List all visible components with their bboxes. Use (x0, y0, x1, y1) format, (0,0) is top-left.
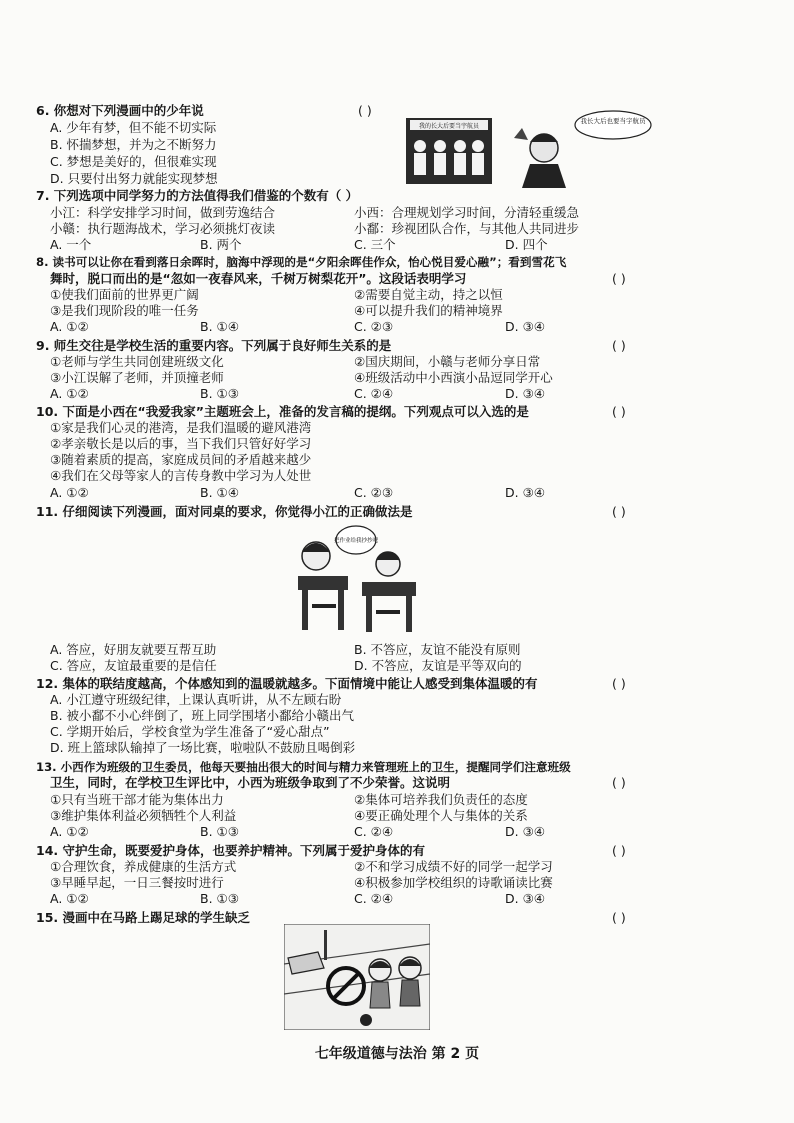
q12-option-c[interactable]: C. 学期开始后，学校食堂为学生准备了“爱心甜点” (50, 724, 330, 739)
q6-stem: 6. 你想对下列漫画中的少年说 (36, 103, 204, 118)
q9-answer-paren[interactable]: ( ) (612, 338, 626, 353)
q6-option-d[interactable]: D. 只要付出努力就能实现梦想 (50, 171, 218, 186)
q7-option-a[interactable]: A. 一个 (50, 237, 92, 252)
q6-answer-paren[interactable]: ( ) (358, 103, 372, 118)
q14-item-4: ④积极参加学校组织的诗歌诵读比赛 (354, 875, 553, 890)
q10-option-c[interactable]: C. ②③ (354, 485, 394, 500)
q8-item-4: ④可以提升我们的精神境界 (354, 303, 503, 318)
q12-stem: 12. 集体的联结度越高，个体感知到的温暖就越多。下面情境中能让人感受到集体温暖的有 (36, 676, 538, 691)
q11-option-a[interactable]: A. 答应，好朋友就要互帮互助 (50, 642, 217, 657)
q13-option-a[interactable]: A. ①② (50, 824, 89, 839)
q6-option-c[interactable]: C. 梦想是美好的，但很难实现 (50, 154, 217, 169)
q8-option-d[interactable]: D. ③④ (505, 319, 545, 334)
q13-item-2: ②集体可培养我们负责任的态度 (354, 792, 528, 807)
q12-option-d[interactable]: D. 班上篮球队输掉了一场比赛，啦啦队不鼓励且喝倒彩 (50, 740, 356, 755)
q14-option-b[interactable]: B. ①③ (200, 891, 239, 906)
q6-cartoon-board-text: 我的长大后要当宇航员 (418, 123, 480, 130)
q14-item-2: ②不和学习成绩不好的同学一起学习 (354, 859, 553, 874)
q11-cartoon (292, 524, 422, 636)
q6-option-b[interactable]: B. 怀揣梦想，并为之不断努力 (50, 137, 217, 152)
q13-option-b[interactable]: B. ①③ (200, 824, 239, 839)
q14-stem: 14. 守护生命，既要爱护身体，也要养护精神。下列属于爱护身体的有 (36, 843, 425, 858)
q11-option-b[interactable]: B. 不答应，友谊不能没有原则 (354, 642, 521, 657)
q8-item-3: ③是我们现阶段的唯一任务 (50, 303, 199, 318)
q7-line-3: 小赣：执行题海战术，学习必须挑灯夜读 (50, 221, 276, 236)
q9-option-b[interactable]: B. ①③ (200, 386, 239, 401)
q8-item-1: ①使我们面前的世界更广阔 (50, 287, 199, 302)
q15-football-icon (360, 1014, 372, 1026)
q10-option-a[interactable]: A. ①② (50, 485, 89, 500)
q8-item-2: ②需要自觉主动，持之以恒 (354, 287, 503, 302)
q11-bubble-text: 把作业给我抄抄吧 (333, 538, 379, 544)
q14-option-c[interactable]: C. ②④ (354, 891, 394, 906)
q7-option-b[interactable]: B. 两个 (200, 237, 242, 252)
q14-answer-paren[interactable]: ( ) (612, 843, 626, 858)
q7-line-2: 小西：合理规划学习时间，分清轻重缓急 (354, 205, 580, 220)
q10-item-4: ④我们在父母等家人的言传身教中学习为人处世 (50, 468, 312, 483)
q14-item-3: ③早睡早起，一日三餐按时进行 (50, 875, 224, 890)
q9-item-1: ①老师与学生共同创建班级文化 (50, 354, 224, 369)
q6-bubble-text: 我长大后也要当宇航员 (580, 117, 646, 125)
q13-answer-paren[interactable]: ( ) (612, 775, 626, 790)
q13-option-d[interactable]: D. ③④ (505, 824, 545, 839)
q13-item-3: ③维护集体利益必须牺牲个人利益 (50, 808, 237, 823)
q10-item-1: ①家是我们心灵的港湾，是我们温暖的避风港湾 (50, 420, 312, 435)
q7-option-c[interactable]: C. 三个 (354, 237, 396, 252)
q8-option-c[interactable]: C. ②③ (354, 319, 394, 334)
q11-option-d[interactable]: D. 不答应，友谊是平等双向的 (354, 658, 522, 673)
q10-answer-paren[interactable]: ( ) (612, 404, 626, 419)
q6-cartoon (406, 108, 656, 190)
q8-option-a[interactable]: A. ①② (50, 319, 89, 334)
q15-stem: 15. 漫画中在马路上踢足球的学生缺乏 (36, 910, 250, 925)
q14-option-d[interactable]: D. ③④ (505, 891, 545, 906)
q11-desk-right (362, 582, 416, 596)
q10-item-2: ②孝亲敬长是以后的事，当下我们只管好好学习 (50, 436, 312, 451)
q8-stem-1: 8. 读书可以让你在看到落日余晖时，脑海中浮现的是“夕阳余晖佳作众，怡心悦目爱心融”；看到雪花飞 (36, 255, 567, 269)
q12-option-a[interactable]: A. 小江遵守班级纪律，上课认真听讲，从不左顾右盼 (50, 692, 342, 707)
q13-stem-2: 卫生，同时，在学校卫生评比中，小西为班级争取到了不少荣誉。这说明 (50, 775, 451, 790)
q13-option-c[interactable]: C. ②④ (354, 824, 394, 839)
q7-line-1: 小江：科学安排学习时间，做到劳逸结合 (50, 205, 276, 220)
q12-answer-paren[interactable]: ( ) (612, 676, 626, 691)
q14-option-a[interactable]: A. ①② (50, 891, 89, 906)
q9-item-4: ④班级活动中小西演小品逗同学开心 (354, 370, 553, 385)
q9-option-a[interactable]: A. ①② (50, 386, 89, 401)
q10-stem: 10. 下面是小西在“我爱我家”主题班会上，准备的发言稿的提纲。下列观点可以入选的是 (36, 404, 529, 419)
q6-speech-bubble (575, 111, 651, 139)
q9-item-2: ②国庆期间，小赣与老师分享日常 (354, 354, 541, 369)
page-footer: 七年级道德与法治 第 2 页 (314, 1046, 480, 1062)
q7-option-d[interactable]: D. 四个 (505, 237, 548, 252)
q8-answer-paren[interactable]: ( ) (612, 271, 626, 286)
q10-item-3: ③随着素质的提高，家庭成员间的矛盾越来越少 (50, 452, 312, 467)
q12-option-b[interactable]: B. 被小鄱不小心绊倒了，班上同学围堵小鄱给小赣出气 (50, 708, 355, 723)
q13-item-4: ④要正确处理个人与集体的关系 (354, 808, 528, 823)
q13-stem-1: 13. 小西作为班级的卫生委员，他每天要抽出很大的时间与精力来管理班上的卫生，提醒同学们注意班级 (36, 760, 571, 774)
q13-item-1: ①只有当班干部才能为集体出力 (50, 792, 224, 807)
q9-option-c[interactable]: C. ②④ (354, 386, 394, 401)
q6-bell (514, 128, 528, 140)
q9-option-d[interactable]: D. ③④ (505, 386, 545, 401)
q8-stem-2: 舞时，脱口而出的是“忽如一夜春风来，千树万树梨花开”。这段话表明学习 (50, 271, 467, 286)
q8-option-b[interactable]: B. ①④ (200, 319, 239, 334)
q7-line-4: 小鄱：珍视团队合作，与其他人共同进步 (354, 221, 580, 236)
q9-item-3: ③小江误解了老师，并顶撞老师 (50, 370, 224, 385)
q10-option-b[interactable]: B. ①④ (200, 485, 239, 500)
q11-option-c[interactable]: C. 答应，友谊最重要的是信任 (50, 658, 217, 673)
q15-cartoon (284, 924, 430, 1030)
q9-stem: 9. 师生交往是学校生活的重要内容。下列属于良好师生关系的是 (36, 338, 392, 353)
q7-stem: 7. 下列选项中同学努力的方法值得我们借鉴的个数有（ ） (36, 188, 359, 203)
q14-item-1: ①合理饮食，养成健康的生活方式 (50, 859, 237, 874)
q15-answer-paren[interactable]: ( ) (612, 910, 626, 925)
q10-option-d[interactable]: D. ③④ (505, 485, 545, 500)
q11-stem: 11. 仔细阅读下列漫画，面对同桌的要求，你觉得小江的正确做法是 (36, 504, 413, 519)
q11-desk-left (298, 576, 348, 590)
q11-answer-paren[interactable]: ( ) (612, 504, 626, 519)
q6-option-a[interactable]: A. 少年有梦，但不能不切实际 (50, 120, 217, 135)
q15-pole (324, 930, 327, 960)
